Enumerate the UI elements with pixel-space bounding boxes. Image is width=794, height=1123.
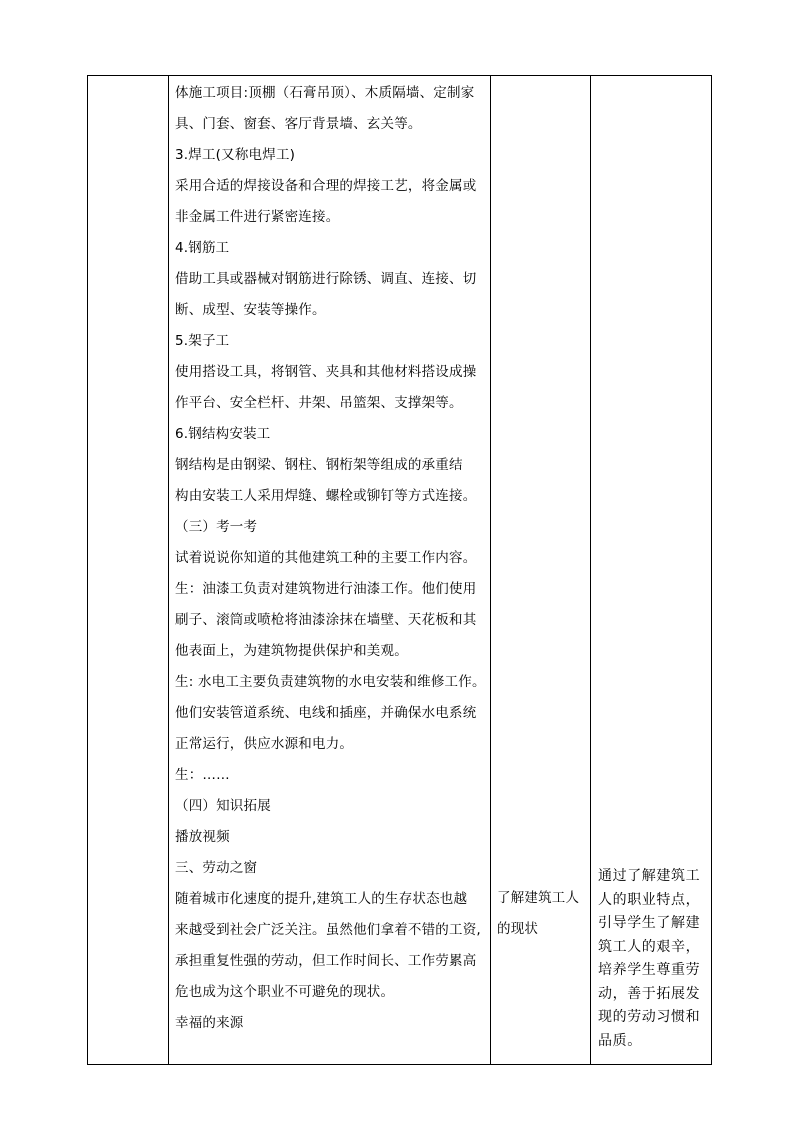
text-line: 作平台、安全栏杆、井架、吊篮架、支撑架等。 <box>175 395 463 411</box>
student-activity-text <box>497 883 579 945</box>
text-line: 他们安装管道系统、电线和插座，并确保水电系统 <box>175 705 477 721</box>
section-heading: 三、劳动之窗 <box>175 860 258 876</box>
text-line: 刷子、滚筒或喷枪将油漆涂抹在墙壁、天花板和其 <box>175 612 477 628</box>
text-line: 断、成型、安装等操作。 <box>175 302 326 318</box>
text-line: 培养学生尊重劳 <box>598 962 701 978</box>
text-line: 动，善于拓展发 <box>598 985 701 1002</box>
text-line: 采用合适的焊接设备和合理的焊接工艺，将金属或 <box>175 178 477 194</box>
text-line: 借助工具或器械对钢筋进行除锈、调直、连接、切 <box>175 271 477 287</box>
text-line: 构由安装工人采用焊缝、螺栓或铆钉等方式连接。 <box>175 488 477 504</box>
text-line: 幸福的来源 <box>175 1015 244 1031</box>
text-line: 品质。 <box>598 1032 642 1049</box>
text-line: 危也成为这个职业不可避免的现状。 <box>175 984 395 1000</box>
text-line: 播放视频 <box>175 829 230 845</box>
text-line: 的现状 <box>497 921 539 937</box>
design-intent-cell <box>591 76 712 1065</box>
text-line: 来越受到社会广泛关注。虽然他们拿着不错的工资, <box>175 922 481 938</box>
text-line: 了解建筑工人 <box>497 890 580 906</box>
text-line: 人的职业特点， <box>598 891 701 908</box>
text-line: 具、门套、窗套、客厅背景墙、玄关等。 <box>175 116 422 132</box>
blank-cell <box>88 76 169 1065</box>
student-activity-cell <box>491 76 591 1065</box>
text-line: 随着城市化速度的提升,建筑工人的生存状态也越 <box>175 891 468 907</box>
text-line: 现的劳动习惯和 <box>598 1009 701 1025</box>
text-line: 他表面上，为建筑物提供保护和美观。 <box>175 643 408 659</box>
text-line: 钢结构是由钢梁、钢柱、钢桁架等组成的承重结 <box>175 457 463 473</box>
teaching-process-cell <box>169 76 491 1065</box>
section-heading: （四）知识拓展 <box>175 798 271 814</box>
text-line: 生：油漆工负责对建筑物进行油漆工作。他们使用 <box>175 581 477 597</box>
text-line: 承担重复性强的劳动，但工作时间长、工作劳累高 <box>175 953 477 969</box>
lesson-plan-table <box>87 75 712 1065</box>
text-line: 体施工项目:顶棚（石膏吊顶）、木质隔墙、定制家 <box>175 85 475 101</box>
section-heading: （三）考一考 <box>175 519 258 535</box>
text-line: 引导学生了解建 <box>598 915 701 931</box>
table-row <box>88 76 712 1065</box>
text-line: 非金属工件进行紧密连接。 <box>175 209 340 225</box>
text-line: 通过了解建筑工 <box>598 868 701 884</box>
section-heading: 4.钢筋工 <box>175 240 230 256</box>
text-line: 生: 水电工主要负责建筑物的水电安装和维修工作。 <box>175 674 486 690</box>
section-heading: 3.焊工(又称电焊工) <box>175 147 296 163</box>
section-heading: 5.架子工 <box>175 333 230 349</box>
section-heading: 6.钢结构安装工 <box>175 426 271 442</box>
design-intent-text <box>598 865 700 1053</box>
text-line: 试着说说你知道的其他建筑工种的主要工作内容。 <box>175 550 477 566</box>
text-line: 生：…… <box>175 767 230 783</box>
text-line: 筑工人的艰辛， <box>598 938 701 955</box>
text-line: 使用搭设工具，将钢管、夹具和其他材料搭设成操 <box>175 364 477 380</box>
text-line: 正常运行，供应水源和电力。 <box>175 736 354 752</box>
